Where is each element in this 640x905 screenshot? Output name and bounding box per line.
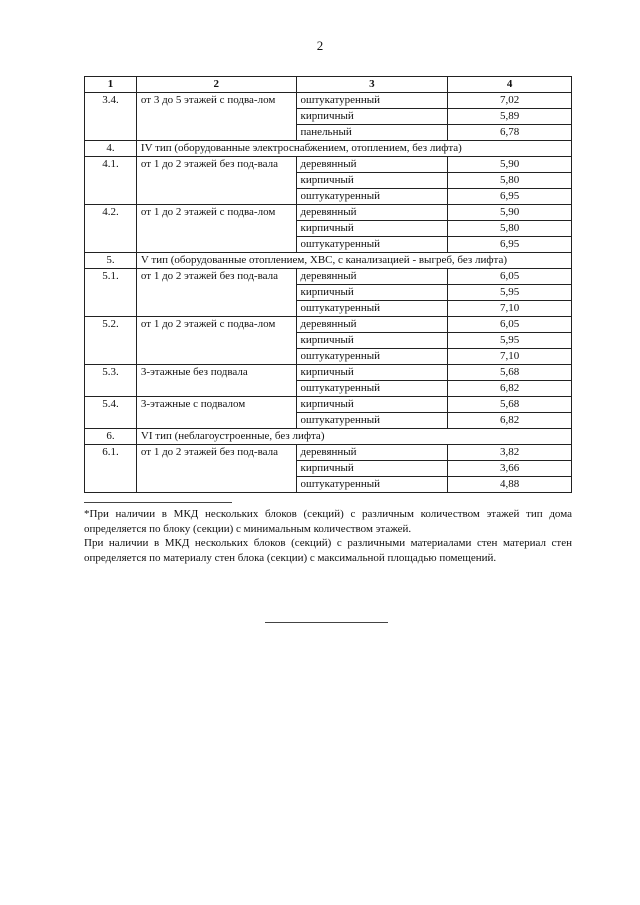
- rate-value: 4,88: [448, 477, 572, 493]
- rate-value: 6,95: [448, 189, 572, 205]
- rate-value: 6,82: [448, 381, 572, 397]
- section-row: [85, 141, 572, 157]
- building-description: 3-этажные с подвалом: [136, 397, 296, 429]
- wall-material: кирпичный: [296, 285, 448, 301]
- table-row: [85, 157, 572, 173]
- row-number: 5.2.: [85, 317, 137, 365]
- wall-material: кирпичный: [296, 461, 448, 477]
- wall-material: кирпичный: [296, 333, 448, 349]
- rate-value: 5,80: [448, 173, 572, 189]
- row-number: 4.1.: [85, 157, 137, 205]
- building-description: от 1 до 2 этажей с подва-лом: [136, 205, 296, 253]
- section-row: [85, 253, 572, 269]
- table-row: [85, 269, 572, 285]
- building-description: от 1 до 2 этажей с подва-лом: [136, 317, 296, 365]
- row-number: 4.2.: [85, 205, 137, 253]
- row-number: 5.3.: [85, 365, 137, 397]
- table-body: [85, 93, 572, 493]
- building-description: от 1 до 2 этажей без под-вала: [136, 157, 296, 205]
- rate-value: 5,90: [448, 205, 572, 221]
- wall-material: оштукатуренный: [296, 189, 448, 205]
- rate-value: 6,05: [448, 269, 572, 285]
- tariff-table: [84, 76, 572, 493]
- rate-value: 5,90: [448, 157, 572, 173]
- table-row: [85, 205, 572, 221]
- wall-material: кирпичный: [296, 173, 448, 189]
- table-header-row: [85, 77, 572, 93]
- rate-value: 5,95: [448, 285, 572, 301]
- wall-material: оштукатуренный: [296, 237, 448, 253]
- building-description: 3-этажные без подвала: [136, 365, 296, 397]
- rate-value: 5,89: [448, 109, 572, 125]
- footnote-divider: [84, 502, 232, 503]
- end-divider: [265, 622, 388, 623]
- section-title: V тип (оборудованные отоплением, ХВС, с канализацией - выгреб, без лифта): [136, 253, 571, 269]
- row-number: 5.: [85, 253, 137, 269]
- wall-material: оштукатуренный: [296, 93, 448, 109]
- rate-value: 7,10: [448, 349, 572, 365]
- building-description: от 3 до 5 этажей с подва-лом: [136, 93, 296, 141]
- rate-value: 7,02: [448, 93, 572, 109]
- building-description: от 1 до 2 этажей без под-вала: [136, 445, 296, 493]
- row-number: 6.1.: [85, 445, 137, 493]
- wall-material: кирпичный: [296, 109, 448, 125]
- wall-material: оштукатуренный: [296, 349, 448, 365]
- wall-material: панельный: [296, 125, 448, 141]
- section-row: [85, 429, 572, 445]
- rate-value: 5,95: [448, 333, 572, 349]
- rate-value: 6,05: [448, 317, 572, 333]
- wall-material: оштукатуренный: [296, 413, 448, 429]
- column-header-2: 2: [136, 77, 296, 93]
- footnotes: [84, 507, 572, 565]
- section-title: VI тип (неблагоустроенные, без лифта): [136, 429, 571, 445]
- table-row: [85, 317, 572, 333]
- wall-material: деревянный: [296, 445, 448, 461]
- rate-value: 3,82: [448, 445, 572, 461]
- table-row: [85, 365, 572, 381]
- wall-material: кирпичный: [296, 397, 448, 413]
- wall-material: деревянный: [296, 157, 448, 173]
- footnote-1: *При наличии в МКД нескольких блоков (секций) с различным количеством этажей тип дома определяется по блоку (секции) с минимальным количеством этажей.: [84, 508, 572, 535]
- rate-value: 3,66: [448, 461, 572, 477]
- footnote-2: При наличии в МКД нескольких блоков (секций) с различными материалами стен материал стен определяется по материалу стен блока (секции) с максимальной площадью помещений.: [84, 537, 572, 564]
- table-row: [85, 445, 572, 461]
- rate-value: 5,80: [448, 221, 572, 237]
- column-header-1: 1: [85, 77, 137, 93]
- rate-value: 6,82: [448, 413, 572, 429]
- table-row: [85, 93, 572, 109]
- wall-material: кирпичный: [296, 221, 448, 237]
- rate-value: 5,68: [448, 397, 572, 413]
- wall-material: деревянный: [296, 269, 448, 285]
- row-number: 5.1.: [85, 269, 137, 317]
- building-description: от 1 до 2 этажей без под-вала: [136, 269, 296, 317]
- row-number: 3.4.: [85, 93, 137, 141]
- table-row: [85, 397, 572, 413]
- wall-material: оштукатуренный: [296, 301, 448, 317]
- rate-value: 6,95: [448, 237, 572, 253]
- rate-value: 6,78: [448, 125, 572, 141]
- page-number: 2: [316, 38, 324, 53]
- row-number: 5.4.: [85, 397, 137, 429]
- wall-material: оштукатуренный: [296, 477, 448, 493]
- column-header-3: 3: [296, 77, 448, 93]
- row-number: 6.: [85, 429, 137, 445]
- wall-material: кирпичный: [296, 365, 448, 381]
- wall-material: оштукатуренный: [296, 381, 448, 397]
- rate-value: 5,68: [448, 365, 572, 381]
- wall-material: деревянный: [296, 317, 448, 333]
- wall-material: деревянный: [296, 205, 448, 221]
- column-header-4: 4: [448, 77, 572, 93]
- row-number: 4.: [85, 141, 137, 157]
- rate-value: 7,10: [448, 301, 572, 317]
- section-title: IV тип (оборудованные электроснабжением, отоплением, без лифта): [136, 141, 571, 157]
